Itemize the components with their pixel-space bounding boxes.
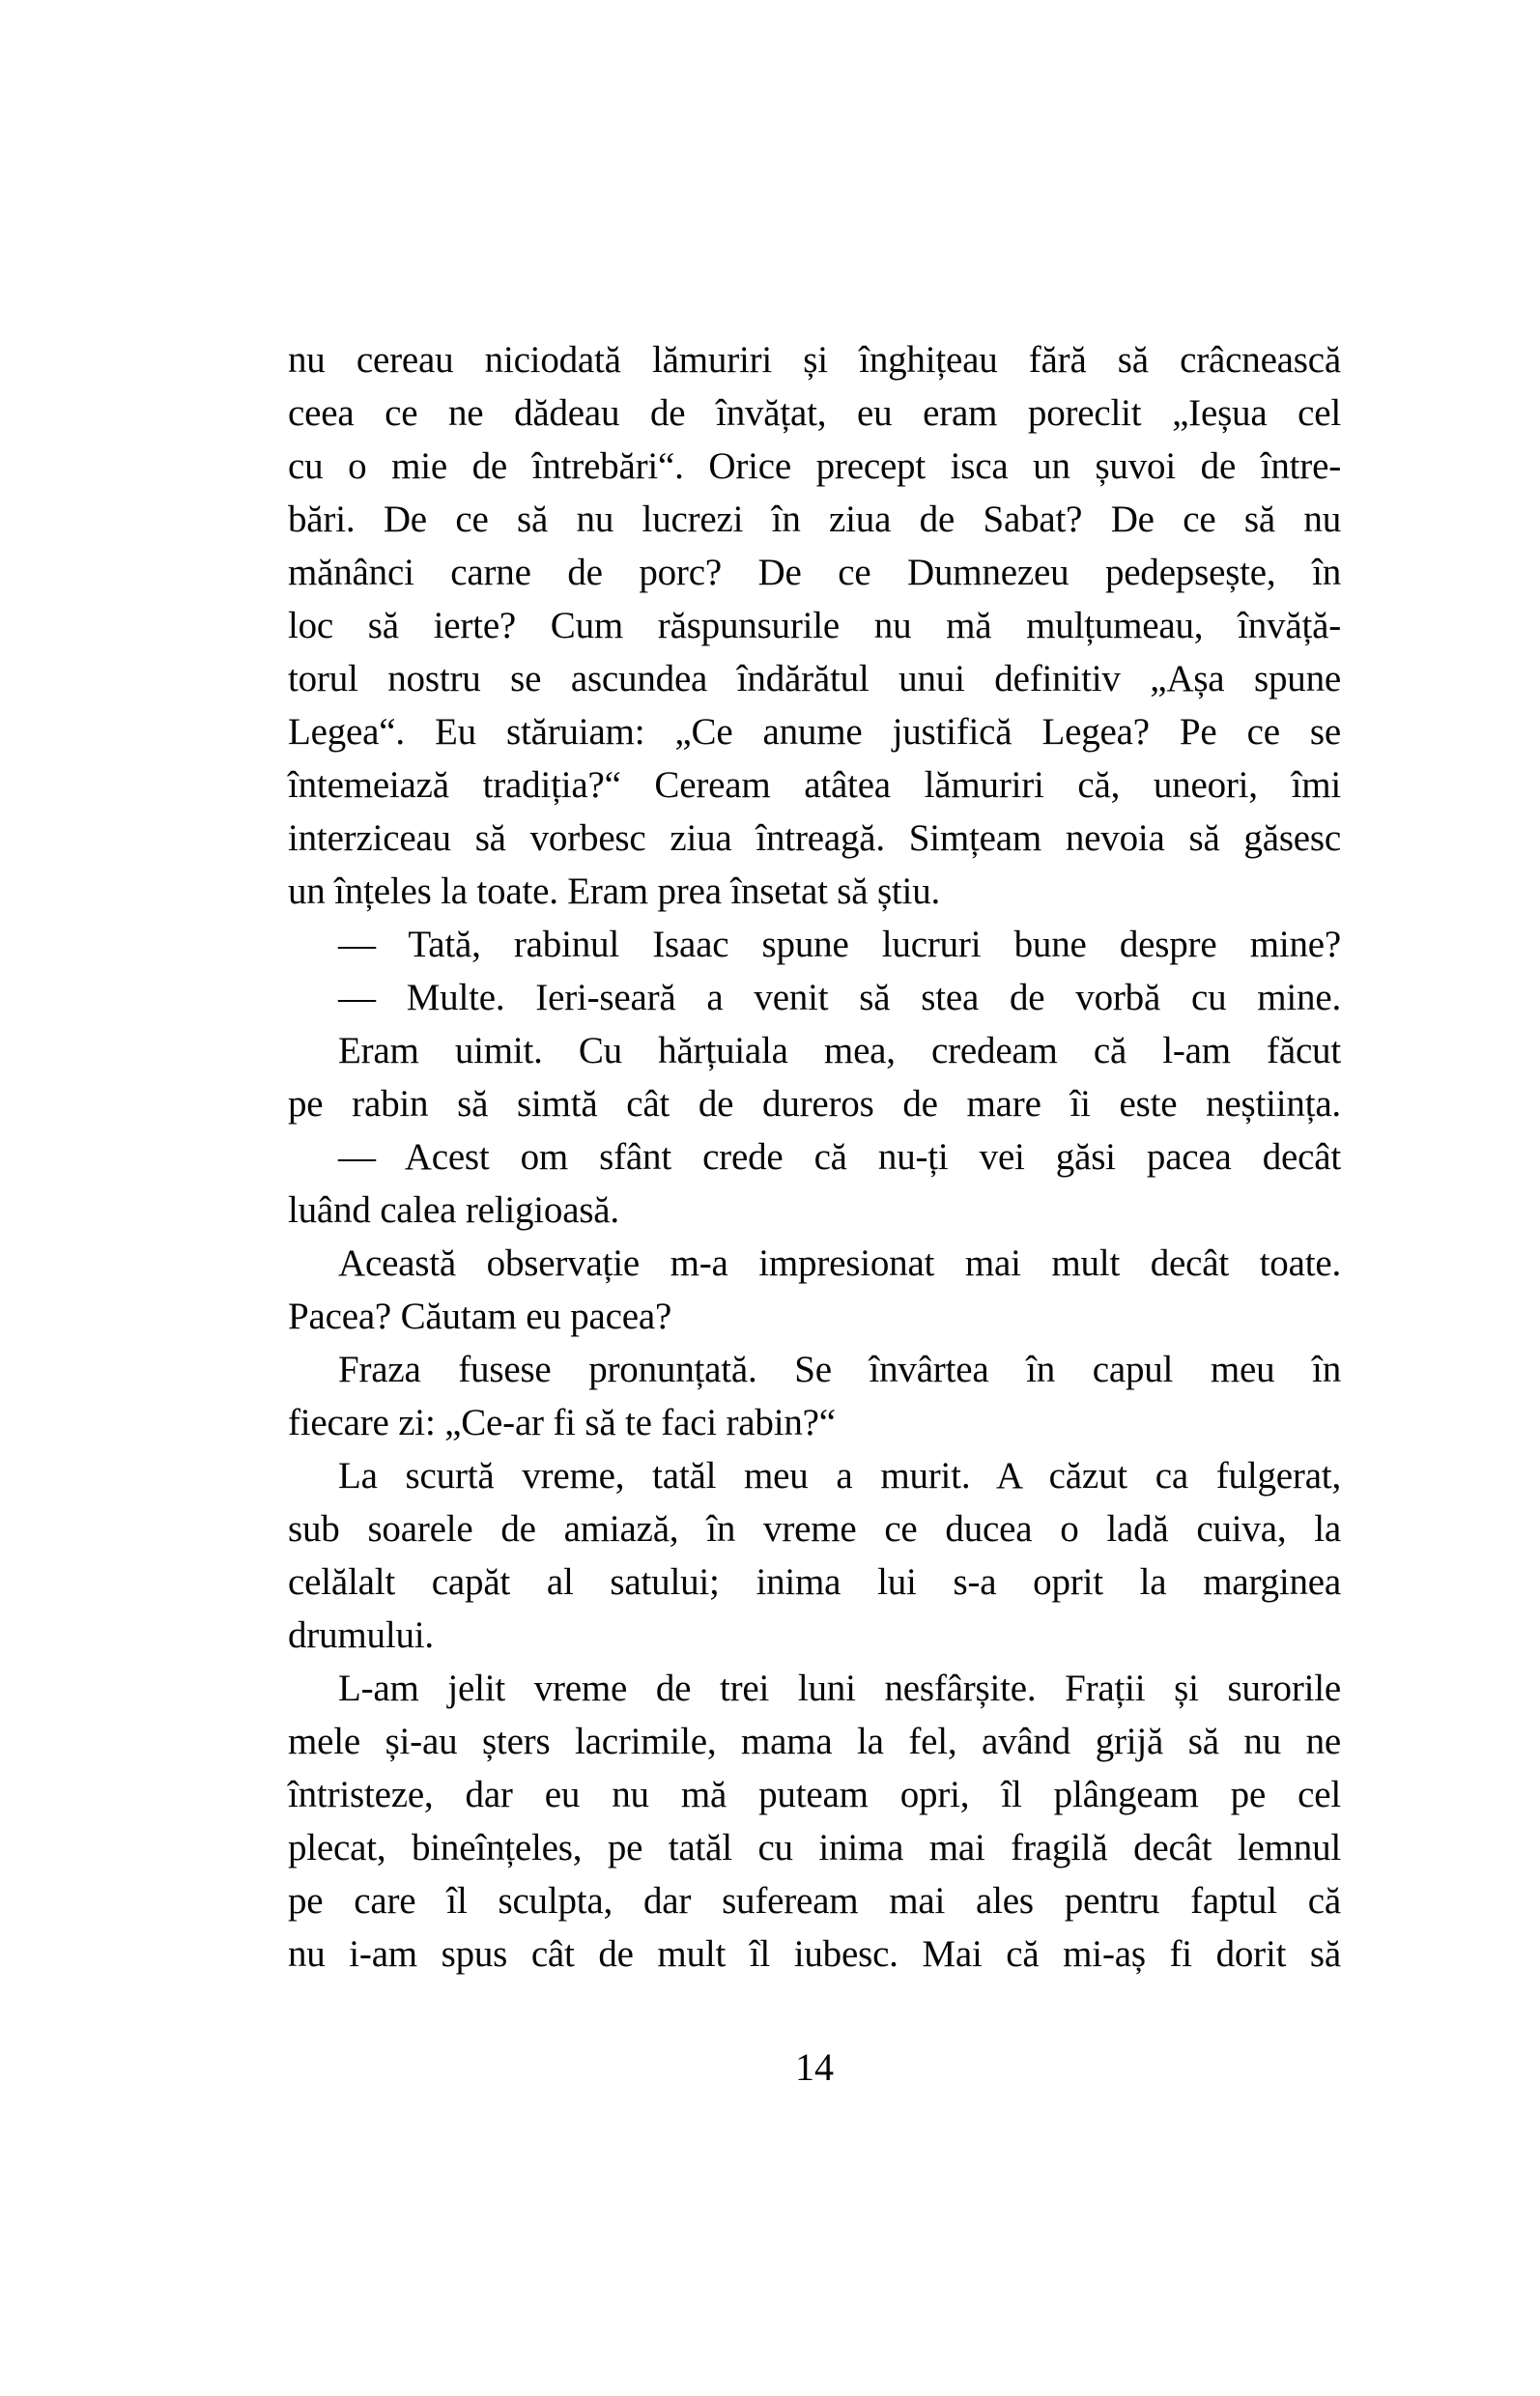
text-line: torul nostru se ascundea îndărătul unui definitiv „Așa spune bbox=[288, 658, 1341, 699]
text-line: mele și-au șters lacrimile, mama la fel, având grijă să nu ne bbox=[288, 1721, 1341, 1762]
text-line: Această observație m-a impresionat mai mult decât toate. bbox=[338, 1242, 1341, 1284]
text-line: — Multe. Ieri-seară a venit să stea de vorbă cu mine. bbox=[338, 977, 1341, 1018]
text-line: Fraza fusese pronunțată. Se învârtea în capul meu în bbox=[338, 1349, 1341, 1390]
text-line: pe rabin să simtă cât de dureros de mare îi este neștiința. bbox=[288, 1083, 1341, 1125]
text-block bbox=[288, 333, 1341, 1981]
page-number: 14 bbox=[795, 2045, 834, 2089]
text-line: un înțeles la toate. Eram prea însetat să știu. bbox=[288, 870, 941, 912]
text-line: celălalt capăt al satului; inima lui s-a oprit la marginea bbox=[288, 1561, 1341, 1603]
text-line: Pacea? Căutam eu pacea? bbox=[288, 1296, 672, 1337]
text-line: — Acest om sfânt crede că nu-ți vei găsi pacea decât bbox=[338, 1136, 1341, 1178]
text-line: Legea“. Eu stăruiam: „Ce anume justifică Legea? Pe ce se bbox=[288, 711, 1341, 753]
text-line: La scurtă vreme, tatăl meu a murit. A căzut ca fulgerat, bbox=[338, 1455, 1341, 1497]
text-line: luând calea religioasă. bbox=[288, 1189, 619, 1231]
text-line: bări. De ce să nu lucrezi în ziua de Sabat? De ce să nu bbox=[288, 499, 1341, 540]
text-line: drumului. bbox=[288, 1614, 434, 1656]
text-line: ceea ce ne dădeau de învățat, eu eram poreclit „Ieșua cel bbox=[288, 392, 1341, 434]
text-line: interziceau să vorbesc ziua întreagă. Simțeam nevoia să găsesc bbox=[288, 817, 1341, 859]
text-line: nu cereau niciodată lămuriri și înghițeau fără să crâcnească bbox=[288, 339, 1341, 381]
text-line: cu o mie de întrebări“. Orice precept isca un șuvoi de între- bbox=[288, 445, 1341, 487]
text-line: loc să ierte? Cum răspunsurile nu mă mulțumeau, învăță- bbox=[288, 605, 1341, 646]
text-line: fiecare zi: „Ce-ar fi să te faci rabin?“ bbox=[288, 1402, 836, 1443]
text-line: plecat, bineînțeles, pe tatăl cu inima mai fragilă decât lemnul bbox=[288, 1827, 1341, 1868]
text-line: pe care îl sculpta, dar sufeream mai ales pentru faptul că bbox=[288, 1880, 1341, 1922]
text-line: Eram uimit. Cu hărțuiala mea, credeam că l-am făcut bbox=[338, 1030, 1341, 1071]
text-line: — Tată, rabinul Isaac spune lucruri bune despre mine? bbox=[338, 924, 1341, 965]
text-line: L-am jelit vreme de trei luni nesfârșite. Frații și surorile bbox=[338, 1668, 1341, 1709]
text-line: mănânci carne de porc? De ce Dumnezeu pedepsește, în bbox=[288, 552, 1341, 593]
text-line: întristeze, dar eu nu mă puteam opri, îl plângeam pe cel bbox=[288, 1774, 1341, 1815]
text-line: nu i-am spus cât de mult îl iubesc. Mai că mi-aș fi dorit să bbox=[288, 1933, 1341, 1975]
text-line: întemeiază tradiția?“ Ceream atâtea lămuriri că, uneori, îmi bbox=[288, 764, 1341, 806]
text-line: sub soarele de amiază, în vreme ce ducea o ladă cuiva, la bbox=[288, 1508, 1341, 1550]
